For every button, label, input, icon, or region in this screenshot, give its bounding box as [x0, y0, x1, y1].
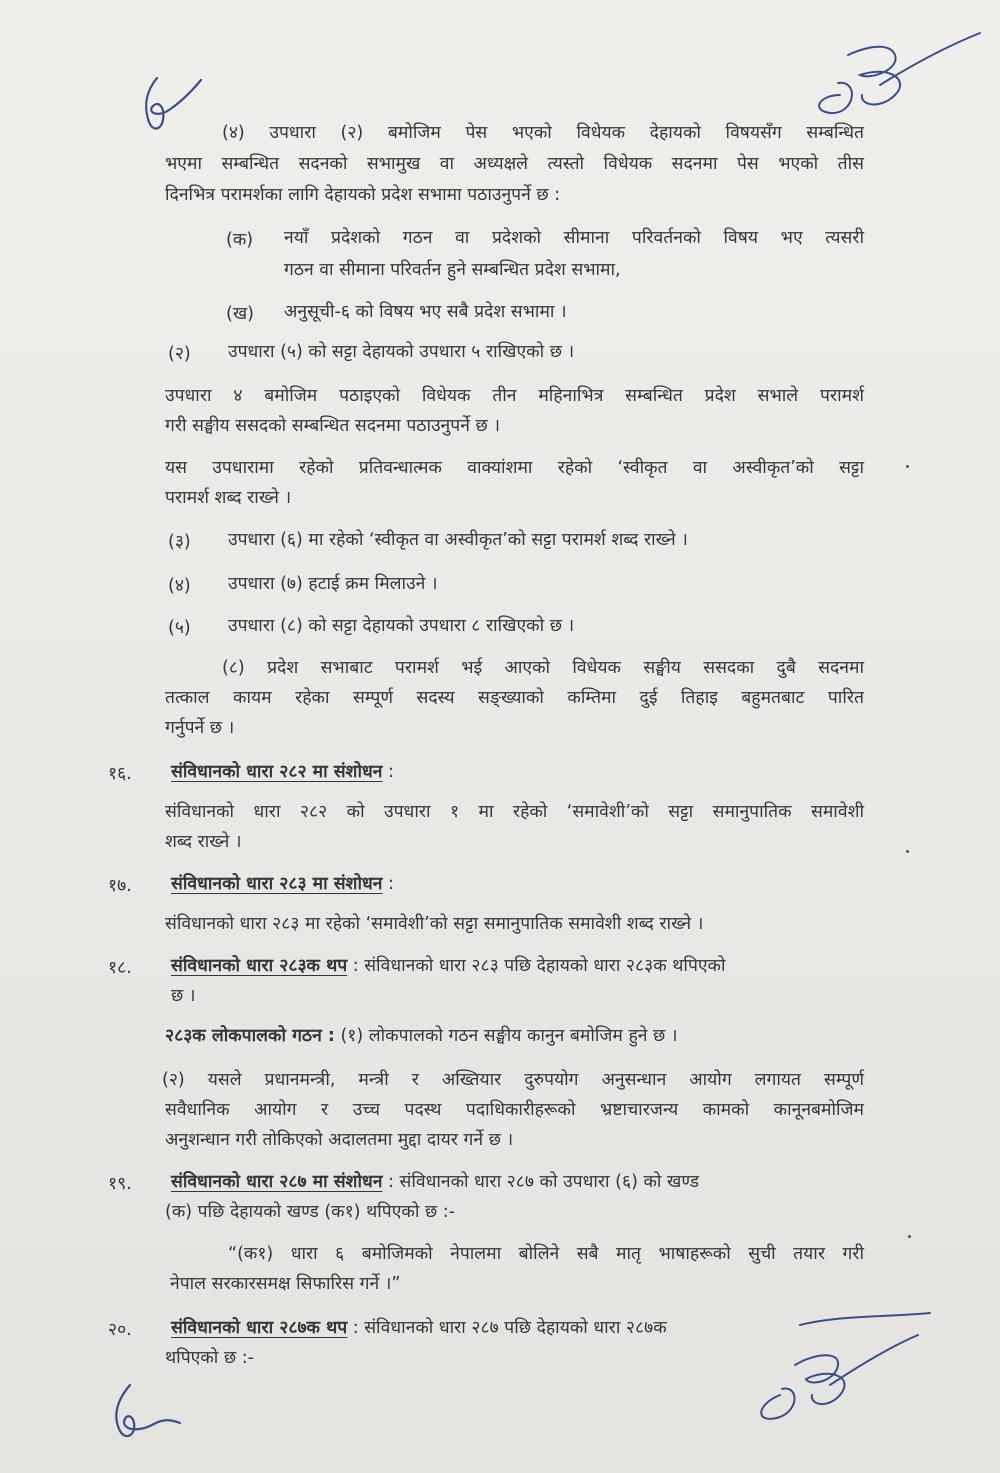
section-20-line-1 [171, 1316, 667, 1340]
section-20-line-2: थपिएको छ :- [165, 1348, 254, 1368]
section-19-line-2: (क) पछि देहायको खण्ड (क१) थपिएको छ :- [165, 1202, 455, 1222]
section-18-heading: संविधानको धारा २८३क थप [171, 956, 348, 976]
p5-line-1: उपधारा ४ बमोजिम पठाइएको विधेयक तीन महिनाभित्र सम्बन्धित प्रदेश सभाले परामर्श [165, 386, 864, 406]
signature-bottom-left [100, 1375, 190, 1445]
section-16-heading-line [171, 760, 394, 784]
section-20-heading: संविधानको धारा २८७क थप [171, 1318, 348, 1338]
section-16-number: १६. [108, 764, 132, 784]
proviso-line-1: यस उपधारामा रहेको प्रतिवन्धात्मक वाक्यांशमा रहेको ‘स्वीकृत वा अस्वीकृत’को सट्टा [165, 458, 864, 478]
section-16-colon: : [382, 762, 394, 782]
section-17-heading: संविधानको धारा २८३ मा संशोधन [171, 874, 383, 894]
clause-kha-text: अनुसूची-६ को विषय भए सबै प्रदेश सभामा । [284, 302, 567, 322]
section-16-body-1: संविधानको धारा २८२ को उपधारा १ मा रहेको ‘समावेशी’को सट्टा समानुपातिक समावेशी [165, 802, 864, 822]
section-19-rest: : संविधानको धारा २८७ को उपधारा (६) को खण्ड [382, 1172, 699, 1192]
stray-dot-2 [906, 850, 909, 853]
section-18-sub-heading: २८३क लोकपालको गठन : [165, 1026, 335, 1046]
section-20-number: २०. [108, 1320, 132, 1340]
p8-line-1: (८) प्रदेश सभाबाट परामर्श भई आएको विधेयक सङ्घीय ससदका दुबै सदनमा [222, 658, 864, 678]
item-5-text: उपधारा (८) को सट्टा देहायको उपधारा ८ राखिएको छ । [228, 616, 575, 636]
section-18-sub2-line-3: अनुशन्धान गरी तोकिएको अदालतमा मुद्दा दायर गर्ने छ । [165, 1130, 514, 1150]
item-5-label: (५) [168, 618, 191, 638]
section-19-quote-1: “(क१) धारा ६ बमोजिमको नेपालमा बोलिने सबै मातृ भाषाहरूको सुची तयार गरी [228, 1244, 864, 1264]
section-18-sub2-line-2: सवैधानिक आयोग र उच्च पदस्थ पदाधिकारीहरूको भ्रष्टाचारजन्य कामको कानूनबमोजिम [165, 1100, 864, 1120]
clause-ka-line-2: गठन वा सीमाना परिवर्तन हुने सम्बन्धित प्रदेश सभामा, [284, 260, 621, 280]
section-20-rest: : संविधानको धारा २८७ पछि देहायको धारा २८७क [347, 1318, 667, 1338]
item-2-text: उपधारा (५) को सट्टा देहायको उपधारा ५ राखिएको छ । [228, 342, 575, 362]
p5-line-2: गरी सङ्घीय ससदको सम्बन्धित सदनमा पठाउनुपर्ने छ । [165, 416, 500, 436]
item-3-label: (३) [168, 532, 191, 552]
section-17-colon: : [382, 874, 394, 894]
signature-top-right [800, 25, 985, 135]
section-18-sub-text: (१) लोकपालको गठन सङ्घीय कानुन बमोजिम हुने छ । [334, 1026, 678, 1046]
item-2-label: (२) [168, 344, 191, 364]
section-18-rest: : संविधानको धारा २८३ पछि देहायको धारा २८३क थपिएको [347, 956, 726, 976]
section-16-body-2: शब्द राख्ने । [165, 832, 242, 852]
section-17-heading-line [171, 872, 394, 896]
section-16-heading: संविधानको धारा २८२ मा संशोधन [171, 762, 383, 782]
item-4-label: (४) [168, 576, 191, 596]
item-4-text: उपधारा (७) हटाई क्रम मिलाउने । [228, 574, 438, 594]
item-3-text: उपधारा (६) मा रहेको ‘स्वीकृत वा अस्वीकृत’को सट्टा परामर्श शब्द राख्ने । [228, 530, 688, 550]
section-19-heading: संविधानको धारा २८७ मा संशोधन [171, 1172, 383, 1192]
section-18-sub-line [165, 1024, 677, 1048]
p4-line-2: भएमा सम्बन्धित सदनको सभामुख वा अध्यक्षले त्यस्तो विधेयक सदनमा पेस भएको तीस [165, 154, 864, 174]
clause-ka-line-1: नयाँ प्रदेशको गठन वा प्रदेशको सीमाना परिवर्तनको विषय भए त्यसरी [284, 228, 864, 248]
p8-line-3: गर्नुपर्ने छ । [165, 718, 235, 738]
section-19-number: १९. [108, 1174, 132, 1194]
stray-dot-1 [906, 465, 909, 468]
section-17-body: संविधानको धारा २८३ मा रहेको ‘समावेशी’को सट्टा समानुपातिक समावेशी शब्द राख्ने । [165, 914, 704, 934]
proviso-line-2: परामर्श शब्द राख्ने । [165, 488, 292, 508]
section-18-sub2-line-1: (२) यसले प्रधानमन्त्री, मन्त्री र अख्तियार दुरुपयोग अनुसन्धान आयोग लगायत सम्पूर्ण [162, 1070, 864, 1090]
p4-line-1: (४) उपधारा (२) बमोजिम पेस भएको विधेयक देहायको विषयसँग सम्बन्धित [222, 123, 864, 143]
clause-kha-label: (ख) [226, 304, 254, 324]
signature-bottom-right [740, 1305, 940, 1435]
section-19-quote-2: नेपाल सरकारसमक्ष सिफारिस गर्ने ।” [170, 1274, 401, 1294]
signature-top-left [135, 70, 215, 140]
section-18-line-2: छ । [171, 986, 196, 1006]
section-17-number: १७. [108, 876, 132, 896]
section-18-number: १८. [108, 958, 132, 978]
section-19-line-1 [171, 1170, 699, 1194]
stray-dot-3 [908, 1235, 911, 1238]
p8-line-2: तत्काल कायम रहेका सम्पूर्ण सदस्य सङ्ख्याको कम्तिमा दुई तिहाइ बहुमतबाट पारित [165, 688, 864, 708]
section-18-line-1 [171, 954, 726, 978]
p4-line-3: दिनभित्र परामर्शका लागि देहायको प्रदेश सभामा पठाउनुपर्ने छ : [165, 185, 561, 205]
clause-ka-label: (क) [226, 230, 254, 250]
